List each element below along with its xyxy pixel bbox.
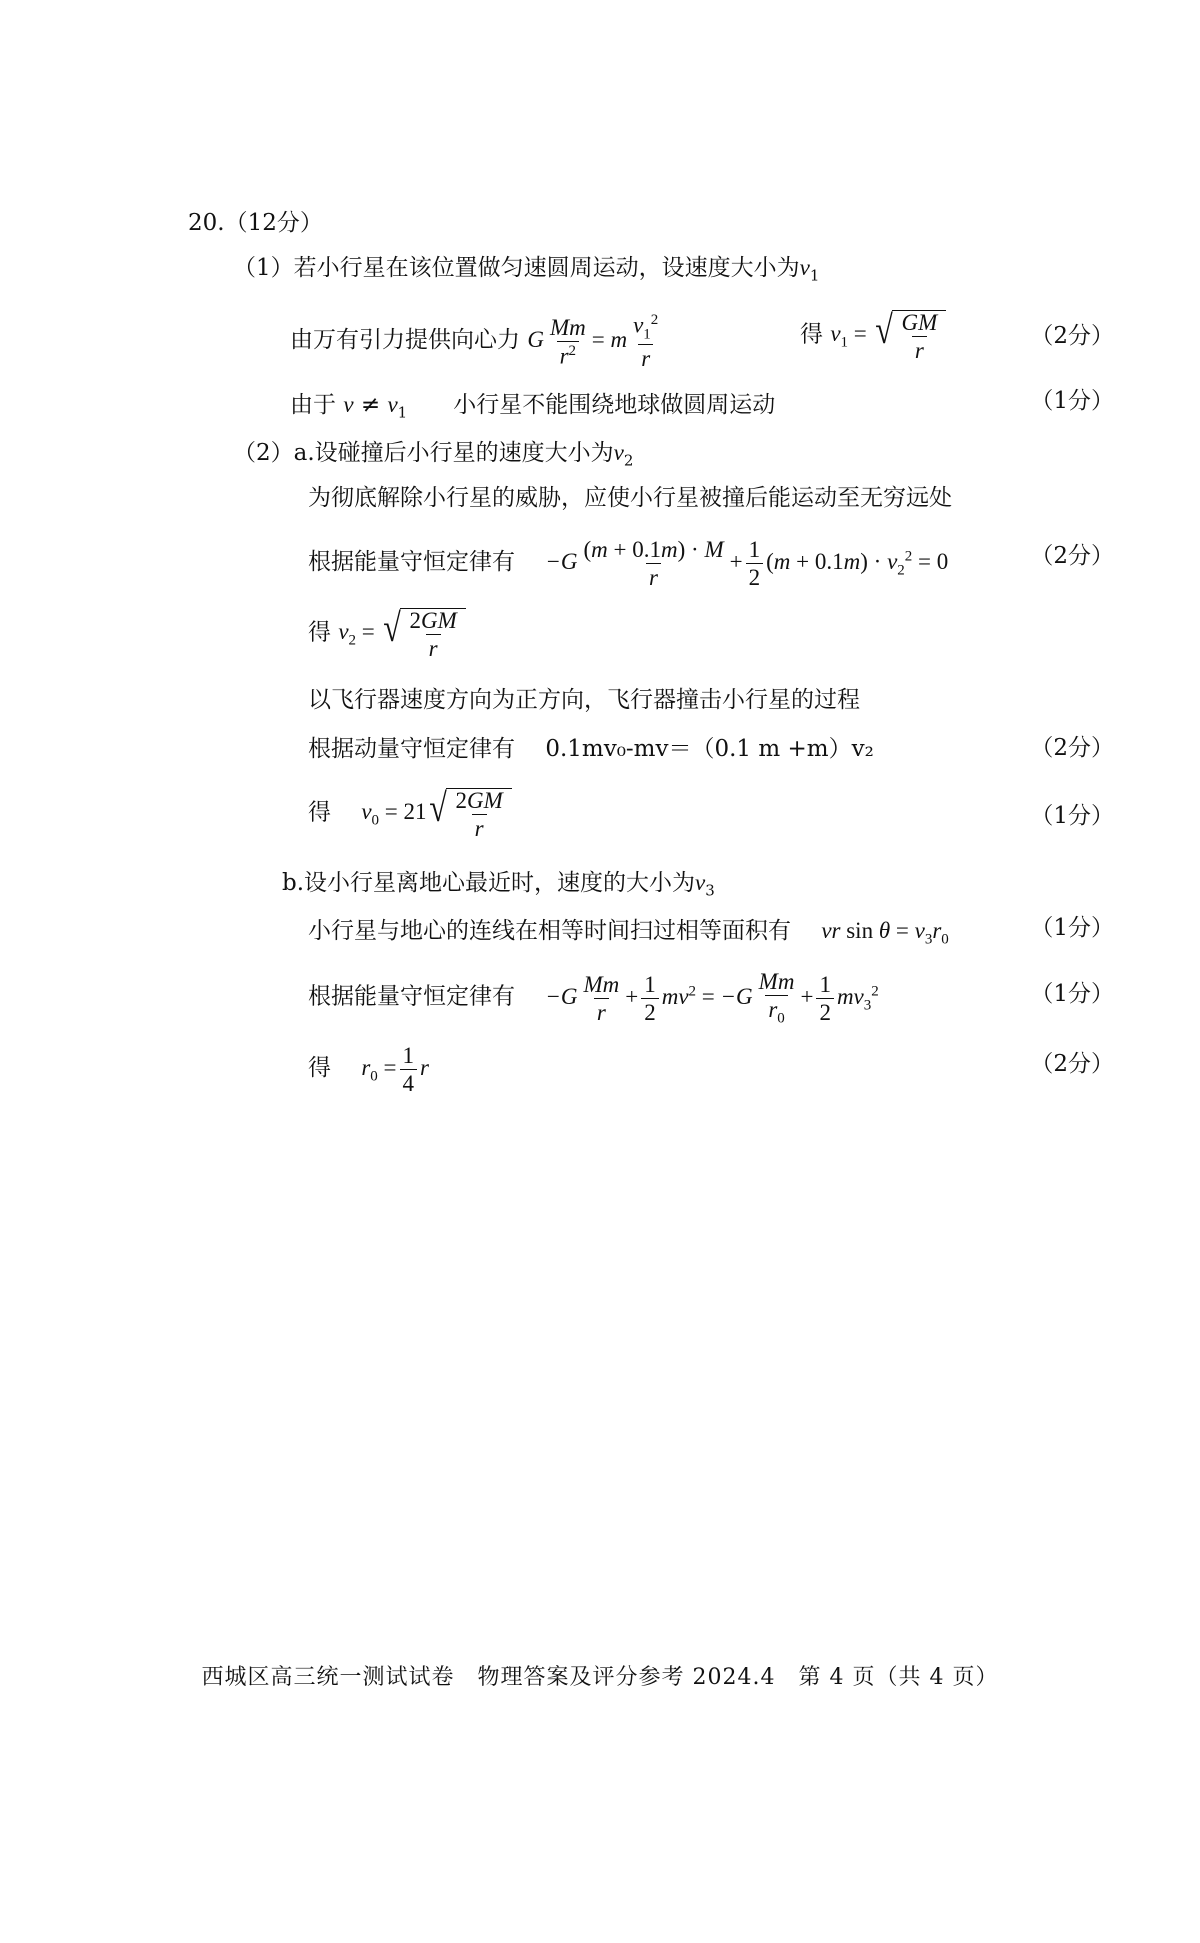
- v0-result: 得 $v_0 = 21$ √ $\frac{2GM}{r}$: [308, 788, 512, 840]
- conclusion-points: （1分）: [1030, 388, 1114, 414]
- direction-line: 以飞行器速度方向为正方向，飞行器撞击小行星的过程: [308, 687, 860, 713]
- part2b-intro: b.设小行星离地心最近时，速度的大小为$v_3$: [282, 870, 715, 900]
- threat-line: 为彻底解除小行星的威胁，应使小行星被撞后能运动至无穷远处: [308, 485, 952, 511]
- gravity-equation: G $\frac{Mm}{r^2}$ = m $\frac{v_1^2}{r}$: [527, 312, 659, 372]
- energy2-line: 根据能量守恒定律有 −G $\frac{Mm}{r}$ + $\frac{1}{2}$ $mv^2 = -G$ $\frac{Mm}{r_0}$ + $\frac{1}{2}$ $mv_3^2$: [308, 969, 879, 1027]
- gravity-points: （2分）: [1030, 323, 1114, 349]
- part1-intro: （1）若小行星在该位置做匀速圆周运动，设速度大小为$v_1$: [233, 255, 820, 285]
- area-points: （1分）: [1030, 915, 1114, 941]
- part2a-intro: （2）a.设碰撞后小行星的速度大小为$v_2$: [233, 440, 634, 470]
- conclusion-line: 由于 $v \ne v_1$ 小行星不能围绕地球做圆周运动: [290, 392, 776, 422]
- energy-points: （2分）: [1030, 543, 1114, 569]
- area-equation: vr $\sin \theta = v_3r_0$: [821, 918, 949, 948]
- r0-result: 得 $r_0$ = $\frac{1}{4}$ r: [308, 1043, 429, 1096]
- v1-result: 得 $v_1$ = √ $\frac{GM}{r}$: [800, 310, 946, 362]
- r0-points: （2分）: [1030, 1051, 1114, 1077]
- v2-result: 得 $v_2$ = √ $\frac{2GM}{r}$: [308, 608, 466, 660]
- momentum-equation: 0.1mv₀-mv＝（0.1 m +m）v₂: [545, 736, 874, 762]
- v0-points: （1分）: [1030, 803, 1114, 829]
- momentum-line: 根据动量守恒定律有 0.1mv₀-mv＝（0.1 m +m）v₂: [308, 736, 874, 762]
- question-heading: 20.（12分）: [188, 210, 323, 236]
- energy2-equation: −G $\frac{Mm}{r}$ + $\frac{1}{2}$ $mv^2 = -G$ $\frac{Mm}{r_0}$ + $\frac{1}{2}$ $mv_3^2$: [545, 969, 879, 1027]
- gravity-line: 由万有引力提供向心力 G $\frac{Mm}{r^2}$ = m $\frac{v_1^2}{r}$: [290, 313, 664, 370]
- momentum-points: （2分）: [1030, 735, 1114, 761]
- energy-line: 根据能量守恒定律有 −G $\frac{(m + 0.1m) \cdot M}{r}$ + $\frac{1}{2}$ $(m + 0.1m) \cdot v_2^2 = 0$: [308, 537, 949, 590]
- page-footer: 西城区高三统一测试试卷 物理答案及评分参考 2024.4 第 4 页（共 4 页）: [201, 1665, 999, 1690]
- area-line: 小行星与地心的连线在相等时间扫过相等面积有 vr $\sin \theta = v_3r_0$: [308, 918, 949, 948]
- energy-equation: −G $\frac{(m + 0.1m) \cdot M}{r}$ + $\frac{1}{2}$ $(m + 0.1m) \cdot v_2^2 = 0$: [545, 537, 949, 590]
- energy2-points: （1分）: [1030, 981, 1114, 1007]
